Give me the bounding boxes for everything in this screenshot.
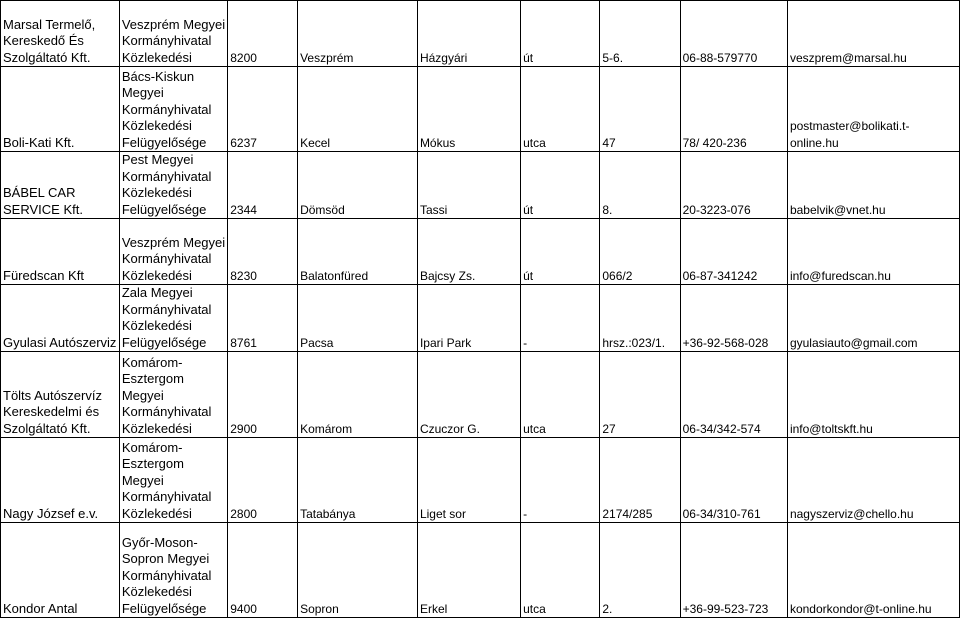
phone-cell: 06-34/342-574 xyxy=(680,352,787,438)
phone-cell: 06-88-579770 xyxy=(680,1,787,67)
street-type-cell: - xyxy=(521,285,600,352)
table-row xyxy=(1,152,960,219)
phone-cell: +36-92-568-028 xyxy=(680,285,787,352)
authority-cell: Veszprém Megyei Kormányhivatal Közlekedési xyxy=(119,219,227,285)
phone-cell: 06-34/310-761 xyxy=(680,438,787,523)
street-type-cell: út xyxy=(521,219,600,285)
street-cell: Tassi xyxy=(417,152,520,219)
house-number-cell: hrsz.:023/1. xyxy=(600,285,680,352)
email-cell: babelvik@vnet.hu xyxy=(787,152,959,219)
authority-cell: Veszprém Megyei Kormányhivatal Közlekedési xyxy=(119,1,227,67)
zip-cell: 8230 xyxy=(228,219,298,285)
street-cell: Mókus xyxy=(417,67,520,152)
city-cell: Sopron xyxy=(298,523,418,618)
house-number-cell: 8. xyxy=(600,152,680,219)
house-number-cell: 27 xyxy=(600,352,680,438)
authority-cell: Győr-Moson-Sopron Megyei Kormányhivatal Közlekedési Felügyelősége xyxy=(119,523,227,618)
street-type-cell: utca xyxy=(521,352,600,438)
company-cell: Tölts Autószervíz Kereskedelmi és Szolgáltató Kft. xyxy=(1,352,120,438)
street-type-cell: út xyxy=(521,1,600,67)
house-number-cell: 47 xyxy=(600,67,680,152)
city-cell: Tatabánya xyxy=(298,438,418,523)
table-row xyxy=(1,219,960,285)
street-cell: Házgyári xyxy=(417,1,520,67)
table-row xyxy=(1,1,960,67)
email-cell: info@furedscan.hu xyxy=(787,219,959,285)
authority-cell: Zala Megyei Kormányhivatal Közlekedési Felügyelősége xyxy=(119,285,227,352)
zip-cell: 8200 xyxy=(228,1,298,67)
street-type-cell: utca xyxy=(521,67,600,152)
email-cell: kondorkondor@t-online.hu xyxy=(787,523,959,618)
company-cell: Kondor Antal xyxy=(1,523,120,618)
city-cell: Kecel xyxy=(298,67,418,152)
company-cell: Füredscan Kft xyxy=(1,219,120,285)
phone-cell: 06-87-341242 xyxy=(680,219,787,285)
phone-cell: 78/ 420-236 xyxy=(680,67,787,152)
street-type-cell: - xyxy=(521,438,600,523)
table-row xyxy=(1,67,960,152)
city-cell: Pacsa xyxy=(298,285,418,352)
city-cell: Balatonfüred xyxy=(298,219,418,285)
authority-cell: Pest Megyei Kormányhivatal Közlekedési Felügyelősége xyxy=(119,152,227,219)
street-cell: Czuczor G. xyxy=(417,352,520,438)
table-row xyxy=(1,285,960,352)
company-cell: Marsal Termelő, Kereskedő És Szolgáltató Kft. xyxy=(1,1,120,67)
house-number-cell: 2174/285 xyxy=(600,438,680,523)
company-cell: Gyulasi Autószerviz xyxy=(1,285,120,352)
city-cell: Veszprém xyxy=(298,1,418,67)
company-cell: Nagy József e.v. xyxy=(1,438,120,523)
email-cell: postmaster@bolikati.t-online.hu xyxy=(787,67,959,152)
house-number-cell: 066/2 xyxy=(600,219,680,285)
phone-cell: +36-99-523-723 xyxy=(680,523,787,618)
company-cell: Boli-Kati Kft. xyxy=(1,67,120,152)
zip-cell: 2900 xyxy=(228,352,298,438)
table-row xyxy=(1,438,960,523)
street-cell: Erkel xyxy=(417,523,520,618)
email-cell: info@toltskft.hu xyxy=(787,352,959,438)
zip-cell: 9400 xyxy=(228,523,298,618)
street-type-cell: utca xyxy=(521,523,600,618)
zip-cell: 6237 xyxy=(228,67,298,152)
street-cell: Bajcsy Zs. xyxy=(417,219,520,285)
city-cell: Komárom xyxy=(298,352,418,438)
table-row xyxy=(1,523,960,618)
company-cell: BÁBEL CAR SERVICE Kft. xyxy=(1,152,120,219)
city-cell: Dömsöd xyxy=(298,152,418,219)
street-cell: Liget sor xyxy=(417,438,520,523)
email-cell: nagyszerviz@chello.hu xyxy=(787,438,959,523)
house-number-cell: 2. xyxy=(600,523,680,618)
table-row xyxy=(1,352,960,438)
authority-cell: Komárom-Esztergom Megyei Kormányhivatal Közlekedési xyxy=(119,438,227,523)
street-type-cell: út xyxy=(521,152,600,219)
email-cell: veszprem@marsal.hu xyxy=(787,1,959,67)
authority-cell: Komárom-Esztergom Megyei Kormányhivatal Közlekedési xyxy=(119,352,227,438)
authority-cell: Bács-Kiskun Megyei Kormányhivatal Közlekedési Felügyelősége xyxy=(119,67,227,152)
house-number-cell: 5-6. xyxy=(600,1,680,67)
street-cell: Ipari Park xyxy=(417,285,520,352)
zip-cell: 8761 xyxy=(228,285,298,352)
zip-cell: 2344 xyxy=(228,152,298,219)
email-cell: gyulasiauto@gmail.com xyxy=(787,285,959,352)
zip-cell: 2800 xyxy=(228,438,298,523)
phone-cell: 20-3223-076 xyxy=(680,152,787,219)
